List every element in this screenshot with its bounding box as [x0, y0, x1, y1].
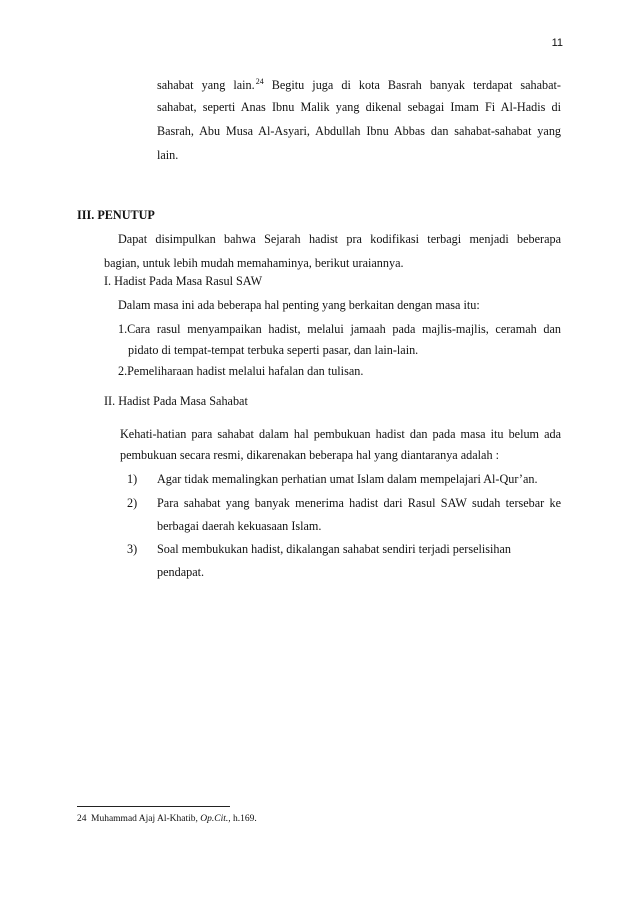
footnote-citation: Op.Cit., — [200, 814, 231, 824]
footnote-text: Muhammad Ajaj Al-Khatib, — [91, 814, 201, 824]
part2-heading: II. Hadist Pada Masa Sahabat — [104, 394, 248, 408]
footnote-reference: 24 — [255, 77, 264, 86]
list-item-text: Para sahabat yang banyak menerima hadist dari Rasul SAW sudah tersebar ke — [157, 496, 561, 510]
part1-item-1-line-2: pidato di tempat-tempat terbuka seperti pasar, dan lain-lain. — [128, 343, 419, 357]
continuation-line-1 — [157, 74, 561, 93]
continuation-line-3: Basrah, Abu Musa Al-Asyari, Abdullah Ibnu Abbas dan sahabat-sahabat yang — [157, 124, 561, 138]
section-intro-line-1: Dapat disimpulkan bahwa Sejarah hadist pra kodifikasi terbagi menjadi beberapa — [118, 232, 561, 246]
section-heading: III. PENUTUP — [77, 208, 155, 222]
part1-item-2: 2.Pemeliharaan hadist melalui hafalan dan tulisan. — [118, 364, 364, 378]
footnote-page: h.169. — [230, 814, 257, 824]
continuation-line-2: sahabat, seperti Anas Ibnu Malik yang dikenal sebagai Imam Fi Al-Hadis di — [157, 100, 561, 114]
part1-intro: Dalam masa ini ada beberapa hal penting yang berkaitan dengan masa itu: — [118, 298, 480, 312]
list-item-text-continued: berbagai daerah kekuasaan Islam. — [157, 519, 322, 533]
footnote-mark: 24 — [77, 814, 87, 824]
part2-intro-line-2: pembukuan secara resmi, dikarenakan beberapa hal yang diantaranya adalah : — [120, 448, 499, 462]
continuation-line-4: lain. — [157, 148, 179, 162]
page-number: 11 — [551, 37, 563, 49]
list-item-text: Soal membukukan hadist, dikalangan sahabat sendiri terjadi perselisihan — [157, 542, 512, 556]
part1-heading: I. Hadist Pada Masa Rasul SAW — [104, 274, 263, 288]
footnote-separator — [77, 806, 230, 807]
list-item-text-continued: pendapat. — [157, 565, 205, 579]
part1-item-1-line-1: 1.Cara rasul menyampaikan hadist, melalui jamaah pada majlis-majlis, ceramah dan — [118, 322, 561, 336]
continuation-text: sahabat yang lain. — [157, 78, 255, 92]
continuation-text: Begitu juga di kota Basrah banyak terdapat sahabat- — [271, 78, 561, 92]
list-item-number: 2) — [127, 496, 138, 510]
part2-intro-line-1: Kehati-hatian para sahabat dalam hal pembukuan hadist dan pada masa itu belum ada — [120, 427, 561, 441]
list-item-number: 3) — [127, 542, 138, 556]
section-intro-line-2: bagian, untuk lebih mudah memahaminya, berikut uraiannya. — [104, 256, 404, 270]
list-item-text: Agar tidak memalingkan perhatian umat Islam dalam mempelajari Al-Qur’an. — [157, 472, 538, 486]
list-item-number: 1) — [127, 472, 138, 486]
footnote — [77, 813, 257, 825]
